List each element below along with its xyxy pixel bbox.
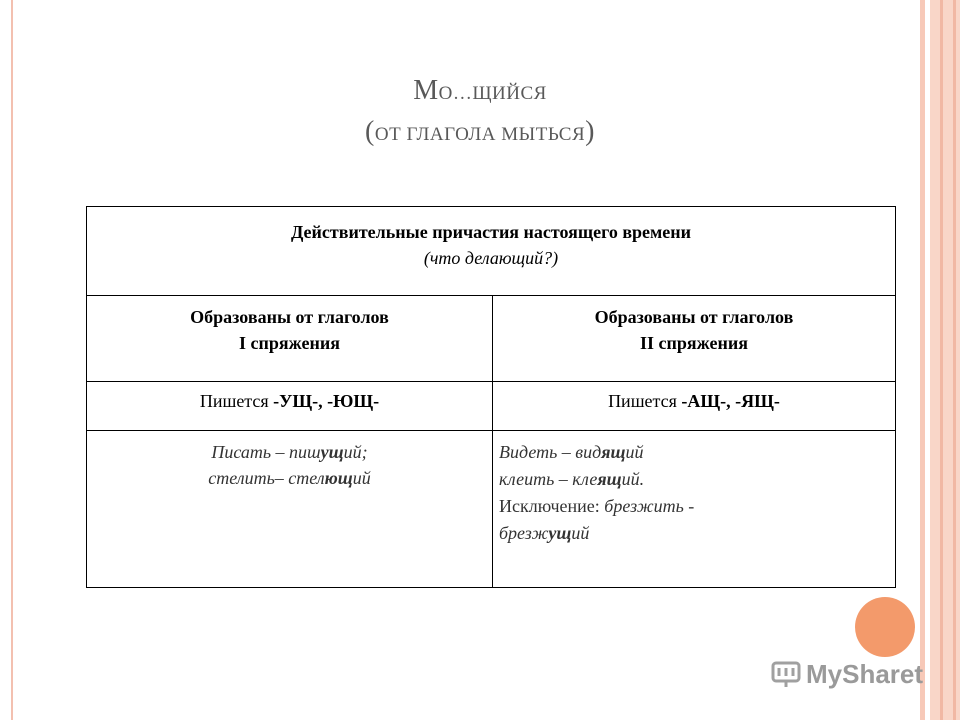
header-title: Действительные причастия настоящего времени [290, 222, 692, 242]
example-line: клеить – клеящий. [499, 469, 645, 489]
examples-cell-1 [87, 431, 493, 588]
right-decor-stripe [953, 0, 956, 720]
decor-circle [855, 597, 915, 657]
example-line: Видеть – видящий [499, 442, 644, 462]
col1-heading-cell: Образованы от глаголов I спряжения [87, 296, 493, 382]
right-decor-stripe [940, 0, 943, 720]
title-line-1: МО…ЩИЙСЯ [413, 75, 547, 106]
exception-example: брезжущий [499, 523, 590, 543]
rule-cell-1: Пишется -УЩ-, -ЮЩ- [87, 382, 493, 431]
left-decor-line [11, 0, 13, 720]
table-header-cell [87, 207, 896, 296]
rule-cell-2: Пишется -АЩ-, -ЯЩ- [493, 382, 896, 431]
example-line: Писать – пишущий; [211, 442, 368, 462]
header-question: (что делающий?) [423, 248, 559, 268]
participle-table [86, 206, 896, 588]
watermark-logo: MySharet [770, 656, 923, 692]
title-line-2: (ОТ ГЛАГОЛА МЫТЬСЯ) [365, 116, 595, 147]
slide-title [200, 72, 760, 154]
example-line: стелить– стелющий [208, 468, 371, 488]
exception-line: Исключение: брезжить - [499, 496, 695, 516]
col2-heading-cell: Образованы от глаголов II спряжения [493, 296, 896, 382]
examples-cell-2 [493, 431, 896, 588]
right-decor-stripe [920, 0, 925, 720]
presentation-board-icon [770, 658, 802, 690]
